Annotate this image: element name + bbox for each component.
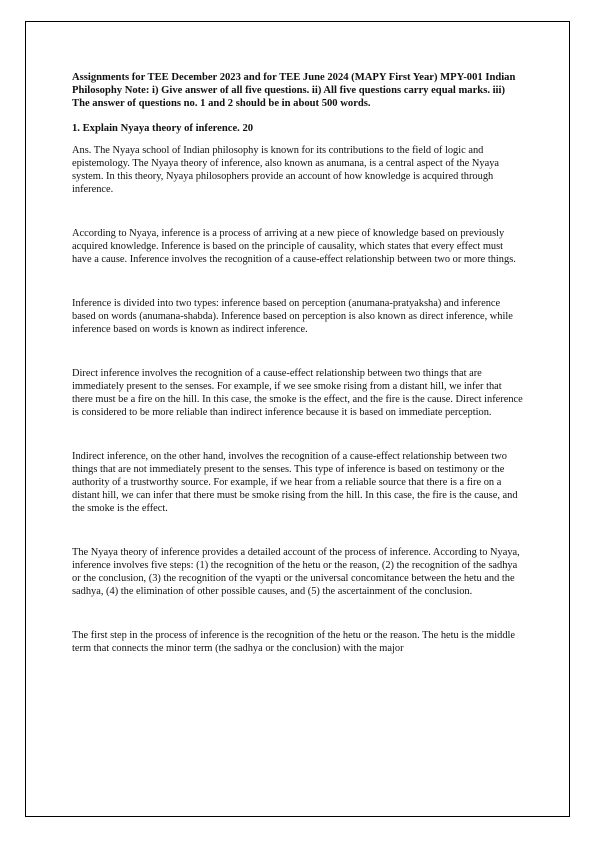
paragraph-direct-inference: Direct inference involves the recognition of a cause-effect relationship between two things that are immediately present to the senses. For example, if we see smoke rising from a distant hill, we infer that there must be a fire on the hill. In this case, the smoke is the effect, and the fire is the cause. Direct inference is considered to be more reliable than indirect inference because it is based on immediate perception. <box>72 368 523 418</box>
assignment-header: Assignments for TEE December 2023 and for TEE June 2024 (MAPY First Year) MPY-001 Indian Philosophy Note: i) Give answer of all five questions. ii) All five questions carry equal marks. iii) The answer of questions no. 1 and 2 should be in about 500 words. <box>72 72 516 109</box>
paragraph-first-step: The first step in the process of inference is the recognition of the hetu or the reason. The hetu is the middle term that connects the minor term (the sadhya or the conclusion) with the major <box>72 630 516 654</box>
paragraph-inference-definition: According to Nyaya, inference is a process of arriving at a new piece of knowledge based on previously acquired knowledge. Inference is based on the principle of causality, which states that every effect must have a cause. Inference involves the recognition of a cause-effect relationship between two or more things. <box>72 228 516 265</box>
paragraph-indirect-inference: Indirect inference, on the other hand, involves the recognition of a cause-effect relationship between two things that are not immediately present to the senses. This type of inference is based on testimony or the authority of a trustworthy source. For example, if we hear from a reliable source that there is a fire on a distant hill, we can infer that there must be smoke rising from the hill. In this case, the fire is the cause, and the smoke is the effect. <box>72 451 518 514</box>
paragraph-inference-types: Inference is divided into two types: inference based on perception (anumana-pratyaksha) and inference based on words (anumana-shabda). Inference based on perception is also known as direct inference, while inference based on words is known as indirect inference. <box>72 298 513 335</box>
question-heading: 1. Explain Nyaya theory of inference. 20 <box>72 123 254 134</box>
paragraph-five-steps: The Nyaya theory of inference provides a detailed account of the process of inference. According to Nyaya, inference involves five steps: (1) the recognition of the hetu or the reason, (2) the recognition of the sadhya or the conclusion, (3) the recognition of the vyapti or the universal concomitance between the hetu and the sadhya, (4) the elimination of other possible causes, and (5) the ascertainment of the conclusion. <box>72 547 520 597</box>
paragraph-answer-intro: Ans. The Nyaya school of Indian philosophy is known for its contributions to the field of logic and epistemology. The Nyaya theory of inference, also known as anumana, is a central aspect of the Nyaya system. In this theory, Nyaya philosophers provide an account of how knowledge is acquired through inference. <box>72 145 500 195</box>
document-body <box>72 71 525 655</box>
